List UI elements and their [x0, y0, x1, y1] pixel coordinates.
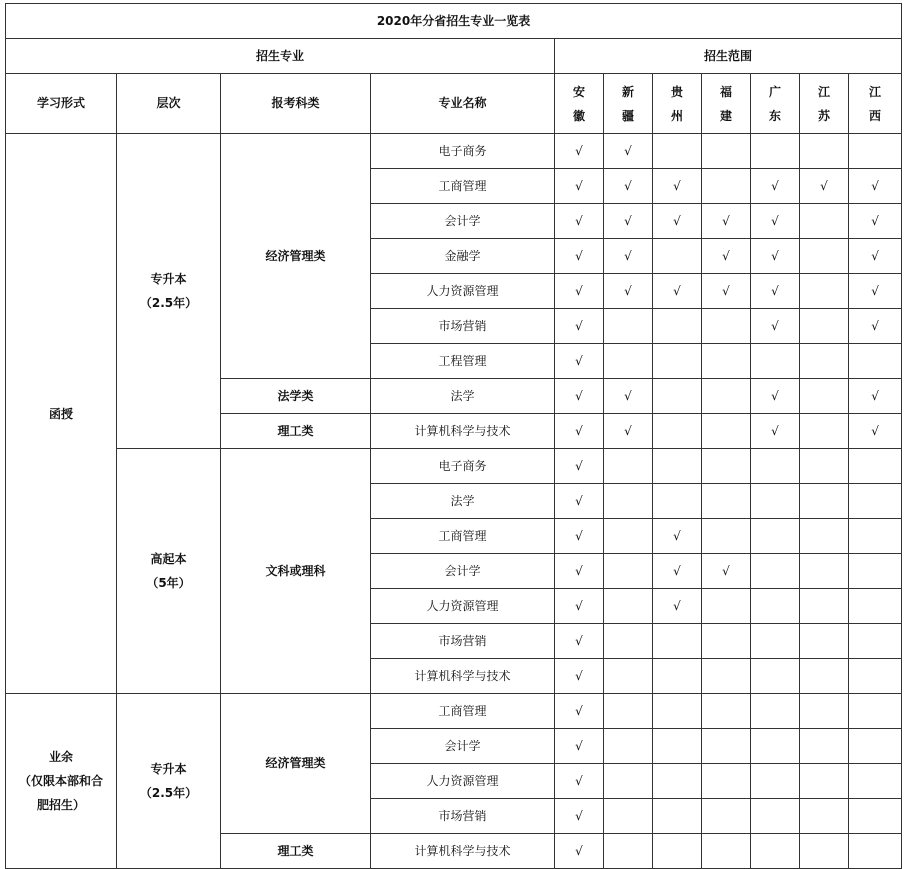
check-cell: √ [702, 274, 751, 309]
major-name-cell: 计算机科学与技术 [371, 834, 555, 869]
check-cell [653, 309, 702, 344]
check-cell [751, 554, 800, 589]
major-name-cell: 会计学 [371, 554, 555, 589]
check-cell [702, 764, 751, 799]
check-cell [751, 134, 800, 169]
check-cell [800, 484, 849, 519]
check-cell [800, 239, 849, 274]
check-cell [653, 659, 702, 694]
check-cell [653, 624, 702, 659]
check-cell: √ [800, 169, 849, 204]
check-cell [702, 379, 751, 414]
check-cell [800, 799, 849, 834]
check-cell [751, 519, 800, 554]
check-cell: √ [555, 379, 604, 414]
check-cell [653, 414, 702, 449]
category-cell: 经济管理类 [221, 694, 371, 834]
check-cell [849, 449, 902, 484]
check-cell [751, 484, 800, 519]
check-cell [702, 414, 751, 449]
check-cell [653, 764, 702, 799]
major-name-cell: 工商管理 [371, 694, 555, 729]
check-cell [800, 204, 849, 239]
level-cell: 高起本 （5年） [117, 449, 221, 694]
check-cell [702, 309, 751, 344]
check-cell: √ [849, 414, 902, 449]
check-cell [849, 589, 902, 624]
check-cell [702, 134, 751, 169]
check-cell [653, 449, 702, 484]
check-cell: √ [555, 484, 604, 519]
check-cell [702, 484, 751, 519]
header-category: 报考科类 [221, 74, 371, 134]
check-cell [604, 519, 653, 554]
check-cell [800, 309, 849, 344]
category-cell: 理工类 [221, 834, 371, 869]
check-cell [653, 694, 702, 729]
check-cell [800, 379, 849, 414]
province-header: 安 徽 [555, 74, 604, 134]
province-header: 广 东 [751, 74, 800, 134]
major-name-cell: 工商管理 [371, 169, 555, 204]
check-cell: √ [653, 274, 702, 309]
check-cell [849, 554, 902, 589]
check-cell: √ [555, 799, 604, 834]
check-cell [751, 834, 800, 869]
check-cell [800, 729, 849, 764]
check-cell: √ [555, 344, 604, 379]
check-cell: √ [604, 134, 653, 169]
category-cell: 文科或理科 [221, 449, 371, 694]
check-cell [751, 694, 800, 729]
check-cell: √ [702, 204, 751, 239]
check-cell [800, 624, 849, 659]
check-cell [653, 484, 702, 519]
check-cell: √ [555, 694, 604, 729]
enrollment-table [5, 3, 902, 869]
check-cell [751, 799, 800, 834]
check-cell [849, 519, 902, 554]
check-cell: √ [751, 169, 800, 204]
check-cell: √ [604, 204, 653, 239]
table-row [6, 449, 902, 484]
check-cell [653, 834, 702, 869]
check-cell [800, 134, 849, 169]
check-cell [604, 309, 653, 344]
check-cell [702, 659, 751, 694]
check-cell [604, 834, 653, 869]
check-cell [653, 134, 702, 169]
category-cell: 法学类 [221, 379, 371, 414]
province-header: 福 建 [702, 74, 751, 134]
check-cell: √ [604, 274, 653, 309]
table-row [6, 694, 902, 729]
check-cell [800, 764, 849, 799]
check-cell: √ [653, 519, 702, 554]
check-cell: √ [849, 239, 902, 274]
check-cell [653, 344, 702, 379]
check-cell: √ [751, 414, 800, 449]
check-cell: √ [702, 554, 751, 589]
check-cell: √ [604, 239, 653, 274]
check-cell [849, 834, 902, 869]
check-cell: √ [555, 659, 604, 694]
check-cell [800, 274, 849, 309]
check-cell: √ [653, 169, 702, 204]
check-cell: √ [849, 379, 902, 414]
check-cell [800, 449, 849, 484]
check-cell: √ [555, 834, 604, 869]
check-cell [604, 554, 653, 589]
header-level: 层次 [117, 74, 221, 134]
check-cell [849, 694, 902, 729]
check-cell [604, 484, 653, 519]
check-cell [849, 729, 902, 764]
check-cell: √ [555, 134, 604, 169]
major-name-cell: 人力资源管理 [371, 274, 555, 309]
header-range-group: 招生范围 [555, 39, 902, 74]
check-cell [800, 834, 849, 869]
check-cell [800, 414, 849, 449]
check-cell [604, 449, 653, 484]
major-name-cell: 电子商务 [371, 134, 555, 169]
level-cell: 专升本 （2.5年） [117, 134, 221, 449]
check-cell: √ [555, 204, 604, 239]
check-cell [751, 659, 800, 694]
check-cell [800, 554, 849, 589]
check-cell [800, 344, 849, 379]
check-cell [751, 729, 800, 764]
check-cell: √ [849, 274, 902, 309]
major-name-cell: 会计学 [371, 204, 555, 239]
major-name-cell: 市场营销 [371, 624, 555, 659]
check-cell: √ [653, 554, 702, 589]
check-cell [653, 799, 702, 834]
check-cell [751, 764, 800, 799]
check-cell: √ [555, 764, 604, 799]
check-cell: √ [555, 554, 604, 589]
check-cell [751, 589, 800, 624]
major-name-cell: 金融学 [371, 239, 555, 274]
check-cell [604, 764, 653, 799]
major-name-cell: 法学 [371, 484, 555, 519]
check-cell: √ [555, 309, 604, 344]
check-cell: √ [555, 169, 604, 204]
check-cell [849, 624, 902, 659]
major-name-cell: 计算机科学与技术 [371, 414, 555, 449]
check-cell [751, 449, 800, 484]
check-cell [604, 729, 653, 764]
check-cell: √ [849, 309, 902, 344]
check-cell: √ [751, 204, 800, 239]
header-study-form: 学习形式 [6, 74, 117, 134]
major-name-cell: 电子商务 [371, 449, 555, 484]
check-cell: √ [555, 274, 604, 309]
check-cell [800, 694, 849, 729]
province-header: 贵 州 [653, 74, 702, 134]
check-cell [702, 589, 751, 624]
check-cell [604, 589, 653, 624]
check-cell [702, 344, 751, 379]
header-major-name: 专业名称 [371, 74, 555, 134]
province-header: 江 苏 [800, 74, 849, 134]
check-cell [604, 659, 653, 694]
major-name-cell: 人力资源管理 [371, 764, 555, 799]
check-cell [849, 764, 902, 799]
check-cell: √ [849, 204, 902, 239]
check-cell [702, 169, 751, 204]
study-form-cell: 业余 （仅限本部和合 肥招生） [6, 694, 117, 869]
check-cell: √ [702, 239, 751, 274]
check-cell: √ [751, 379, 800, 414]
major-name-cell: 法学 [371, 379, 555, 414]
check-cell [702, 624, 751, 659]
study-form-cell: 函授 [6, 134, 117, 694]
check-cell: √ [604, 414, 653, 449]
check-cell [800, 519, 849, 554]
check-cell: √ [751, 309, 800, 344]
check-cell [653, 239, 702, 274]
check-cell [800, 659, 849, 694]
header-major-group: 招生专业 [6, 39, 555, 74]
major-name-cell: 人力资源管理 [371, 589, 555, 624]
check-cell: √ [653, 204, 702, 239]
province-header: 新 疆 [604, 74, 653, 134]
check-cell [849, 659, 902, 694]
check-cell [849, 799, 902, 834]
check-cell [702, 799, 751, 834]
check-cell: √ [555, 414, 604, 449]
check-cell [702, 449, 751, 484]
province-header: 江 西 [849, 74, 902, 134]
check-cell [751, 624, 800, 659]
major-name-cell: 市场营销 [371, 309, 555, 344]
check-cell: √ [653, 589, 702, 624]
check-cell [702, 694, 751, 729]
check-cell [653, 729, 702, 764]
category-cell: 理工类 [221, 414, 371, 449]
category-cell: 经济管理类 [221, 134, 371, 379]
check-cell: √ [751, 274, 800, 309]
check-cell: √ [849, 169, 902, 204]
major-name-cell: 工程管理 [371, 344, 555, 379]
check-cell: √ [555, 729, 604, 764]
check-cell [604, 344, 653, 379]
check-cell: √ [751, 239, 800, 274]
check-cell: √ [555, 624, 604, 659]
level-cell: 专升本 （2.5年） [117, 694, 221, 869]
check-cell [702, 519, 751, 554]
check-cell [800, 589, 849, 624]
check-cell [849, 484, 902, 519]
major-name-cell: 市场营销 [371, 799, 555, 834]
check-cell: √ [555, 589, 604, 624]
check-cell [751, 344, 800, 379]
check-cell: √ [604, 169, 653, 204]
check-cell [653, 379, 702, 414]
major-name-cell: 会计学 [371, 729, 555, 764]
check-cell: √ [555, 239, 604, 274]
major-name-cell: 工商管理 [371, 519, 555, 554]
check-cell: √ [555, 519, 604, 554]
check-cell [702, 834, 751, 869]
check-cell [849, 134, 902, 169]
check-cell [604, 799, 653, 834]
major-name-cell: 计算机科学与技术 [371, 659, 555, 694]
check-cell: √ [604, 379, 653, 414]
check-cell [604, 624, 653, 659]
check-cell: √ [555, 449, 604, 484]
check-cell [702, 729, 751, 764]
check-cell [849, 344, 902, 379]
table-title: 2020年分省招生专业一览表 [6, 4, 902, 39]
table-row [6, 134, 902, 169]
check-cell [604, 694, 653, 729]
